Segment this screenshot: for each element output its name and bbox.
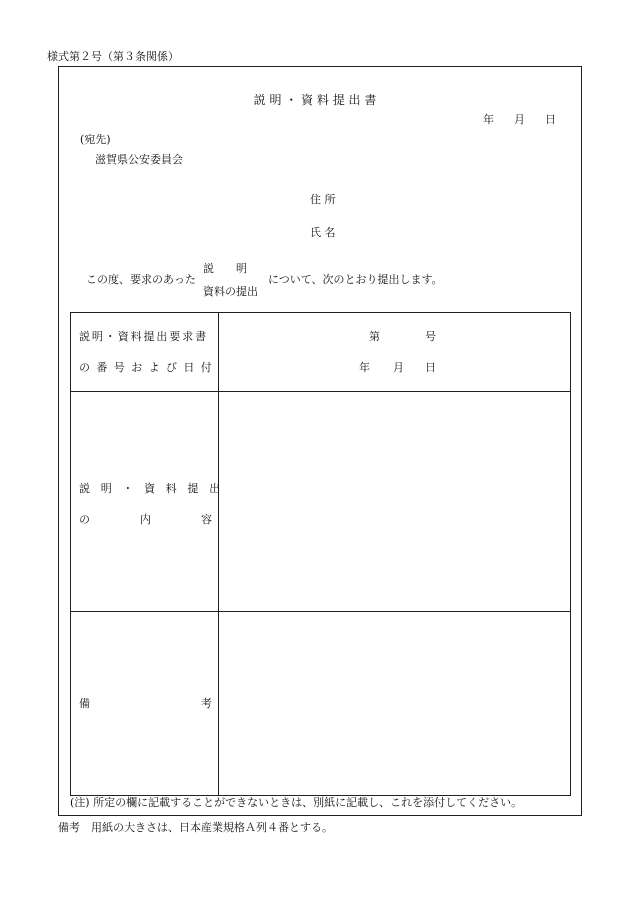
submission-content-label-line1: 説明・資料提出 bbox=[79, 482, 231, 495]
date-year-label: 年 bbox=[483, 113, 494, 126]
label-char: 容 bbox=[201, 513, 212, 526]
request-number-label-line2: の番号および日付 bbox=[79, 361, 219, 374]
request-number-suffix: 号 bbox=[425, 330, 436, 343]
footnote: (注) 所定の欄に記載することができないときは、別紙に記載し、これを添付してください。 bbox=[70, 796, 523, 809]
submission-table bbox=[70, 312, 571, 796]
statement-suffix: について、次のとおり提出します。 bbox=[268, 273, 443, 286]
document-title: 説 明 ・ 資 料 提 出 書 bbox=[253, 93, 377, 107]
remarks-label bbox=[79, 698, 212, 709]
label-char: 備 bbox=[79, 697, 90, 710]
request-date-year: 年 bbox=[359, 361, 370, 374]
statement-option-explanation: 説 明 bbox=[203, 262, 247, 275]
date-day-label: 日 bbox=[545, 113, 556, 126]
table-column-divider bbox=[218, 313, 219, 795]
request-date-day: 日 bbox=[425, 361, 436, 374]
statement-option-materials: 資料の提出 bbox=[203, 285, 258, 298]
date-month-label: 月 bbox=[514, 113, 525, 126]
statement-prefix: この度、要求のあった bbox=[86, 273, 196, 286]
request-number-prefix: 第 bbox=[369, 330, 380, 343]
paper-size-remark: 備考 用紙の大きさは、日本産業規格Ａ列４番とする。 bbox=[58, 821, 333, 834]
request-date-month: 月 bbox=[393, 361, 404, 374]
table-row-divider bbox=[71, 611, 570, 612]
address-label: 住 所 bbox=[310, 193, 336, 206]
table-row-divider bbox=[71, 391, 570, 392]
label-char: 内 bbox=[140, 513, 151, 526]
addressee-label: (宛先) bbox=[80, 133, 111, 146]
request-number-label-line1: 説明・資料提出要求書 bbox=[79, 330, 208, 343]
label-char: 考 bbox=[201, 697, 212, 710]
label-char: の bbox=[79, 513, 90, 526]
addressee: 滋賀県公安委員会 bbox=[95, 153, 183, 166]
submission-content-label-line2 bbox=[79, 514, 212, 525]
name-label: 氏 名 bbox=[310, 226, 336, 239]
form-number: 様式第２号（第３条関係） bbox=[47, 50, 179, 63]
